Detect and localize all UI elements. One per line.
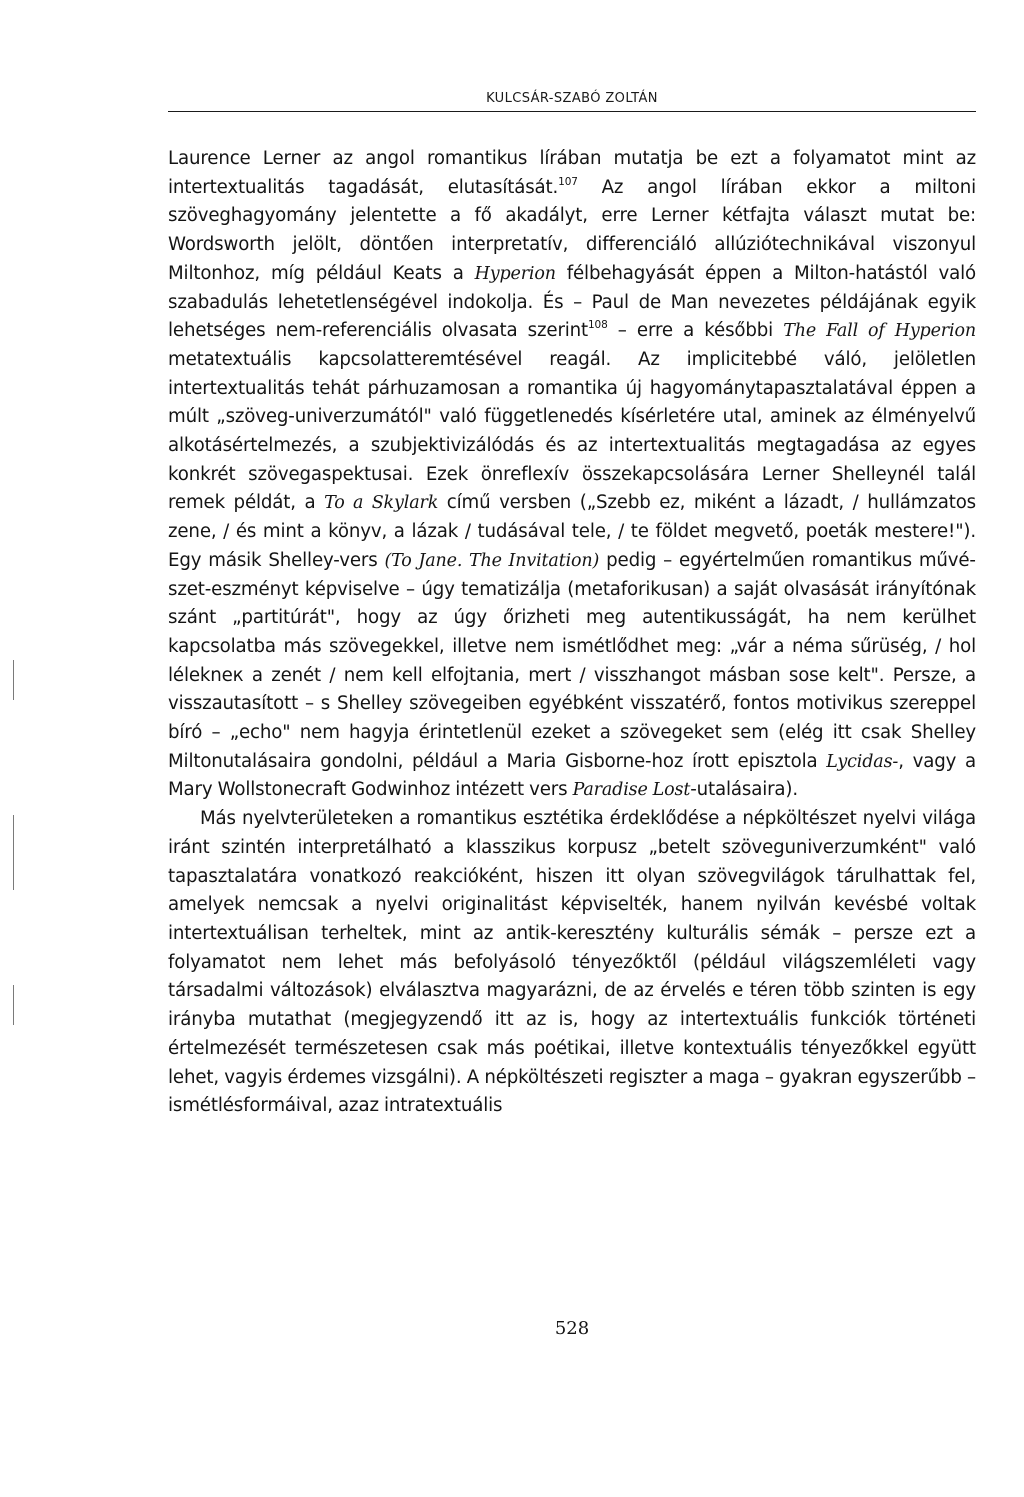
scan-edge-mark: [13, 815, 14, 890]
title-hyperion: Hyperion: [474, 263, 556, 284]
title-paradise-lost: Paradise Lost: [572, 780, 691, 801]
title-to-a-skylark: To a Skylark: [324, 493, 439, 514]
footnote-ref-108[interactable]: 108: [588, 319, 608, 332]
running-header: KULCSÁR-SZABÓ ZOLTÁN: [486, 91, 658, 106]
scan-edge-mark: [13, 985, 14, 1025]
page-number: 528: [554, 1318, 590, 1339]
paragraph-2: Más nyelvterületeken a romantikus esztétika érdeklődése a népköltészet nyelvi világa iránt szintén interpretálható a klasszikus korpusz „betelt szöveguniverzumként" való tapasztalatára vonatkozó reakcióként, hiszen itt olyan szövegvilágok tárulhattak fel, amelyek nemcsak a nyelvi originalitást képviselték, hanem nyilván kevésbé voltak intertextuálisan terheltek, mint az antik-keresztény kulturális sémák – persze ezt a folyamatot nem lehet más befolyásoló tényezőktől (például világszemléleti vagy társadalmi változások) elválasztva magyarázni, de az érvelés e téren több szinten is egy irányba mutathat (megjegyzendő itt az is, hogy az intertextuális funkciók történeti értelmezését természetesen csak más poétikai, illetve kontextuális tényezőkkel együtt lehet, vagyis érdemes vizsgálni). A népköltészeti regiszter a maga – gyakran egyszerűbb – ismétlésformáival, azaz intratextuális: [168, 808, 976, 1117]
footnote-ref-107[interactable]: 107: [558, 175, 578, 188]
scan-edge-mark: [13, 660, 14, 700]
body-text: [168, 145, 976, 1121]
paragraph-1: Laurence Lerner az angol romantikus lírában mutatja be ezt a folyamatot mint az intertextualitás tagadását, elutasítását.$^{107}$ Az angol lírában ekkor a miltoni szöveghagyomány jelentette a fő akadályt, erre Lerner kétfajta választ mutat be: Wordsworth jelölt, döntően interpretatív, differenciáló allúziótechnikával viszonyul Miltonhoz, míg például Keats a Hyperion félbehagyását éppen a Milton-hatástól való szabadulás lehetetlenségével indokolja. És – Paul de Man nevezetes példájának egyik lehetséges nem-referenciális olvasata szerint$^{108}$ – erre a későbbi The Fall of Hyperion metatextuális kapcsolatteremtésével reagál. Az implicitebbé váló, jelöletlen intertextualitás tehát párhuzamosan a romantika új hagyománytapasztalatával éppen a múlt „szöveg-univerzumától" való függetlenedés kísérletére utal, aminek az élményelvű alkotásértelmezés, a szubjektivizálódás és az intertextualitás megtagadása az egyes konkrét szövegaspektusai. Ezek önreflexív összekapcsolására Lerner Shelleynél talál remek példát, a To a Skylark című versben („Szebb ez, miként a lázadt, / hullámzatos zene, / és mint a könyv, a lázak / tudásával tele, / te földet megvető, poeták mestere!"). Egy másik Shelley-vers (To Jane. The Invitation) pedig – egyértelműen romantikus művészet-eszményt képviselve – úgy tematizálja (metaforikusan) a saját olvasását irányítónak szánt „partitúrát", hogy az úgy őrizheti meg autentikusságát, ha nem kerülhet kapcsolatba más szövegekkel, illetve nem ismétlődhet meg: „vár a néma sűrüség, / hol lélekneк a zenét / nem kell elfojtania, mert / visszhangot másban sose kelt". Persze, a visszautasított – s Shelley szövegeiben egyébként visszatérő, fontos motivikus szereppel bíró – „echo" nem hagyja érintetlenül ezeket a szövegeket sem (elég itt csak Shelley Miltonutalásaira gondolni, például a Maria Gisborne-hoz írott episztola Lycidas-, vagy a Mary Wollstonecraft Godwinhoz intézett vers Paradise Lost-utalásaira).: [168, 148, 976, 801]
title-fall-of-hyperion: The Fall of Hyperion: [783, 321, 976, 342]
header-rule: [168, 111, 976, 112]
title-to-jane: (To Jane. The Invitation): [384, 550, 600, 571]
title-lycidas: Lycidas-: [826, 751, 899, 772]
